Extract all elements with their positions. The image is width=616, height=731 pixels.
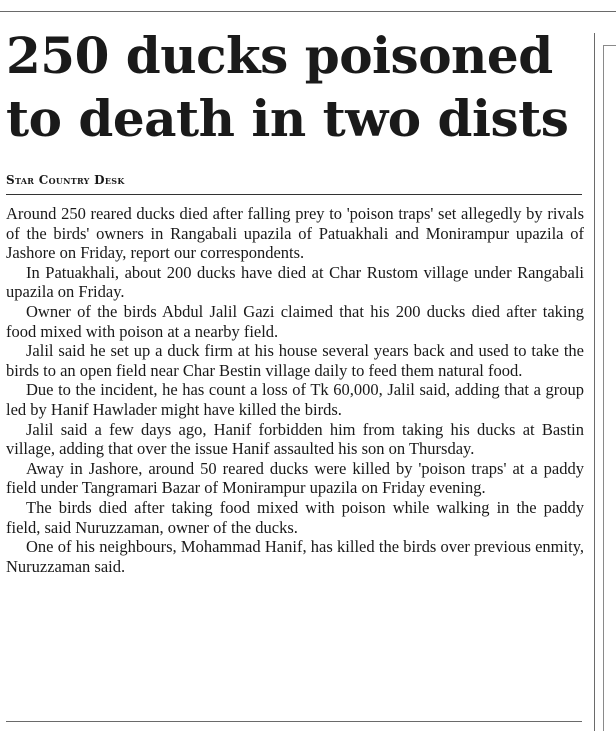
paragraph: Owner of the birds Abdul Jalil Gazi claimed that his 200 ducks died after taking food mixed with poison at a nearby field.	[6, 301, 584, 341]
paragraph: Around 250 reared ducks died after falling prey to 'poison traps' set allegedly by rivals of the birds' owners in Rangabali upazila of Patuakhali and Monirampur upazila of Jashore on Friday, report our correspondents.	[6, 204, 584, 263]
byline-divider	[6, 194, 582, 195]
paragraph: The birds died after taking food mixed with poison while walking in the paddy field, said Nuruzzaman, owner of the ducks.	[6, 497, 584, 537]
byline: Star Country Desk	[6, 173, 125, 187]
paragraph: Away in Jashore, around 50 reared ducks were killed by 'poison traps' at a paddy field under Tangramari Bazar of Monirampur upazila on Friday evening.	[6, 458, 584, 498]
article-body	[6, 204, 584, 576]
paragraph: Due to the incident, he has count a loss of Tk 60,000, Jalil said, adding that a group led by Hanif Hawlader might have killed the birds.	[6, 380, 584, 419]
adjacent-column-border	[603, 45, 604, 731]
paragraph: Jalil said a few days ago, Hanif forbidden him from taking his ducks at Bastin village, adding that over the issue Hanif assaulted his son on Thursday.	[6, 419, 584, 459]
paragraph: Jalil said he set up a duck firm at his house several years back and used to take the birds to an open field near Char Bestin village daily to feed them natural food.	[6, 341, 584, 380]
column-divider	[594, 33, 595, 731]
bottom-rule	[6, 721, 582, 722]
top-rule	[0, 11, 616, 12]
paragraph: One of his neighbours, Mohammad Hanif, has killed the birds over previous enmity, Nuruzzaman said.	[6, 537, 584, 576]
adjacent-column-top-border	[603, 45, 616, 46]
paragraph: In Patuakhali, about 200 ducks have died at Char Rustom village under Rangabali upazila on Friday.	[6, 262, 584, 302]
headline: 250 ducks poisoned to death in two dists	[6, 26, 569, 148]
